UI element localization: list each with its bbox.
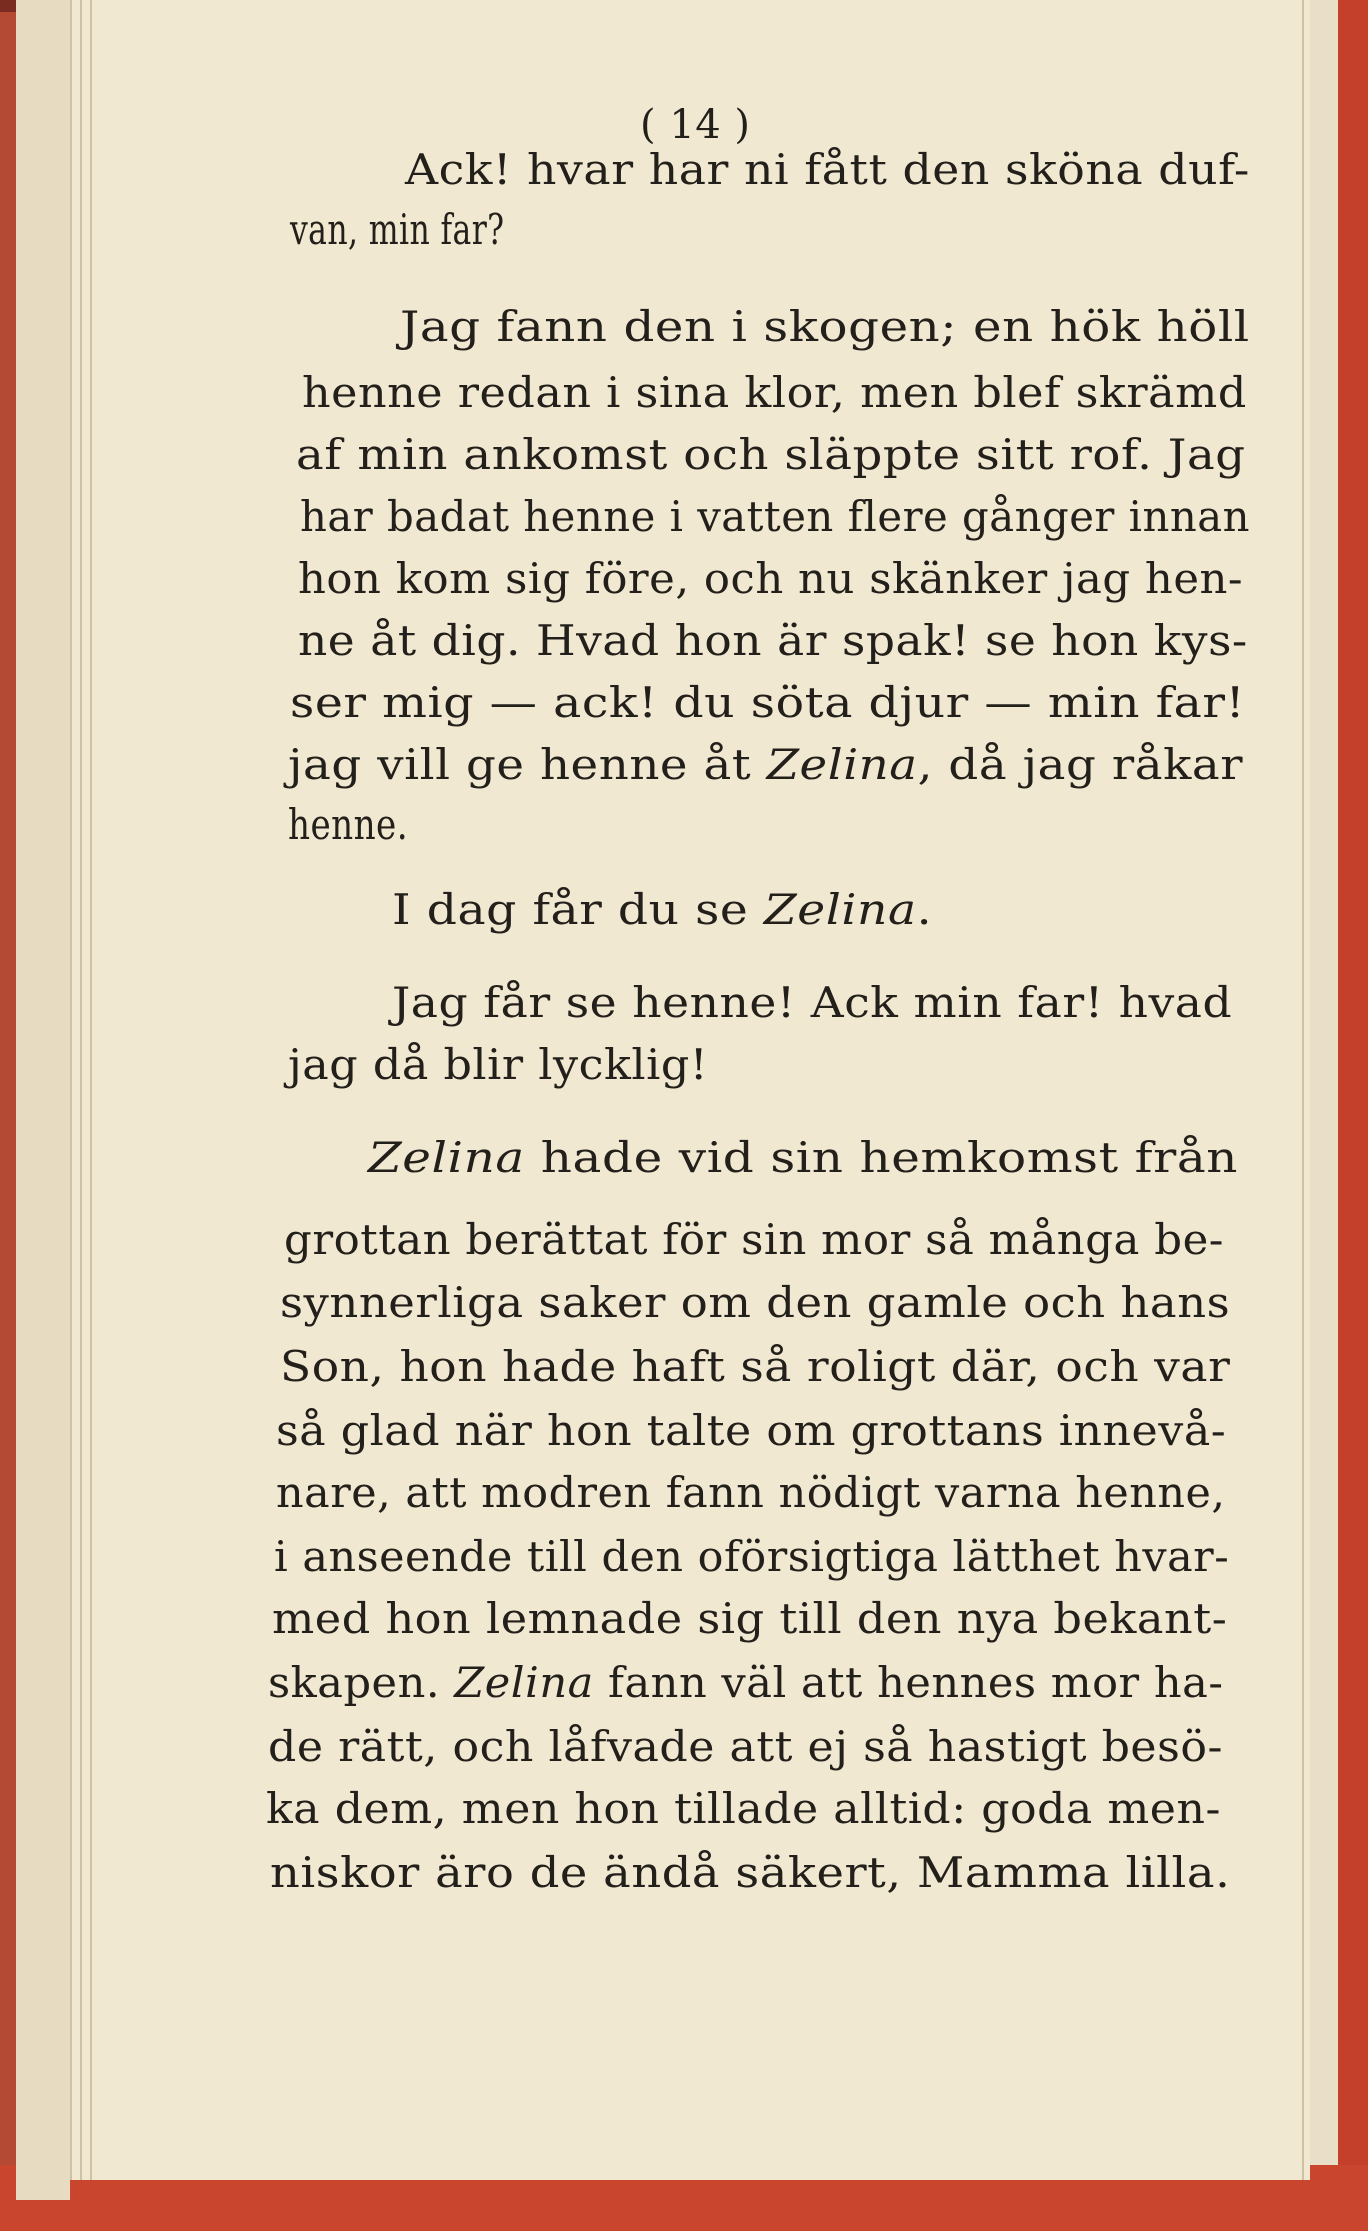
text-segment: hon kom sig före, och nu skänker jag hen-	[298, 554, 1244, 603]
text-segment: .	[916, 885, 933, 934]
text-line	[300, 492, 1251, 541]
text-line	[298, 616, 1248, 665]
text-line	[290, 678, 1246, 727]
text-line	[274, 1532, 1230, 1581]
text-segment: ne åt dig. Hvad hon är spak! se hon kys-	[298, 616, 1248, 665]
text-segment: jag vill ge henne åt	[288, 740, 767, 789]
text-line	[280, 1278, 1231, 1327]
text-segment: med hon lemnade sig till den nya bekant-	[272, 1594, 1228, 1643]
text-segment: hade vid sin hemkomst från	[524, 1133, 1239, 1182]
text-segment: har badat henne i vatten flere gånger innan	[300, 492, 1251, 541]
text-segment: ka dem, men hon tillade alltid: goda men-	[266, 1784, 1221, 1833]
text-segment: så glad när hon talte om grottans innevå-	[276, 1406, 1227, 1455]
text-line	[296, 430, 1246, 479]
text-line	[392, 978, 1233, 1027]
text-segment: af min ankomst och släppte sitt rof. Jag	[296, 430, 1246, 479]
text-line	[266, 1784, 1221, 1833]
text-segment: niskor äro de ändå säkert, Mamma lilla.	[270, 1848, 1231, 1897]
text-line	[268, 1658, 1224, 1707]
text-segment: i anseende till den oförsigtiga lätthet hvar-	[274, 1532, 1230, 1581]
text-segment: Ack! hvar har ni fått den sköna duf-	[405, 145, 1250, 194]
text-line	[290, 205, 505, 254]
text-line	[288, 740, 1244, 789]
text-segment: ser mig — ack! du söta djur — min far!	[290, 678, 1246, 727]
text-line	[392, 885, 933, 934]
text-segment: grottan berättat för sin mor så många be-	[284, 1215, 1225, 1264]
text-line	[288, 800, 408, 849]
text-line	[368, 1133, 1239, 1182]
text-segment: henne.	[288, 800, 408, 849]
text-line	[280, 1342, 1231, 1391]
text-line	[400, 302, 1250, 351]
text-segment: , då jag råkar	[917, 740, 1244, 789]
page-number: ( 14 )	[640, 102, 751, 148]
text-line	[405, 145, 1250, 194]
italic-name: Zelina	[368, 1133, 525, 1182]
text-segment: Son, hon hade haft så roligt där, och var	[280, 1342, 1231, 1391]
text-segment: fann väl att hennes mor ha-	[593, 1658, 1224, 1707]
italic-name: Zelina	[766, 740, 918, 789]
text-segment: nare, att modren fann nödigt varna henne,	[276, 1468, 1226, 1517]
text-segment: van, min far?	[290, 205, 505, 254]
text-line	[276, 1468, 1226, 1517]
text-line	[272, 1594, 1228, 1643]
text-line	[270, 1848, 1231, 1897]
text-line	[302, 368, 1247, 417]
text-segment: skapen.	[268, 1658, 455, 1707]
text-segment: henne redan i sina klor, men blef skrämd	[302, 368, 1247, 417]
italic-name: Zelina	[763, 885, 917, 934]
text-segment: Jag får se henne! Ack min far! hvad	[392, 978, 1233, 1027]
text-segment: jag då blir lycklig!	[288, 1040, 709, 1089]
text-segment: I dag får du se	[392, 885, 764, 934]
text-line	[288, 1040, 709, 1089]
text-segment: synnerliga saker om den gamle och hans	[280, 1278, 1231, 1327]
italic-name: Zelina	[454, 1658, 594, 1707]
text-line	[284, 1215, 1225, 1264]
text-segment: Jag fann den i skogen; en hök höll	[400, 302, 1250, 351]
text-line	[276, 1406, 1227, 1455]
text-line	[268, 1722, 1223, 1771]
text-segment: de rätt, och låfvade att ej så hastigt besö-	[268, 1722, 1223, 1771]
text-line	[298, 554, 1244, 603]
